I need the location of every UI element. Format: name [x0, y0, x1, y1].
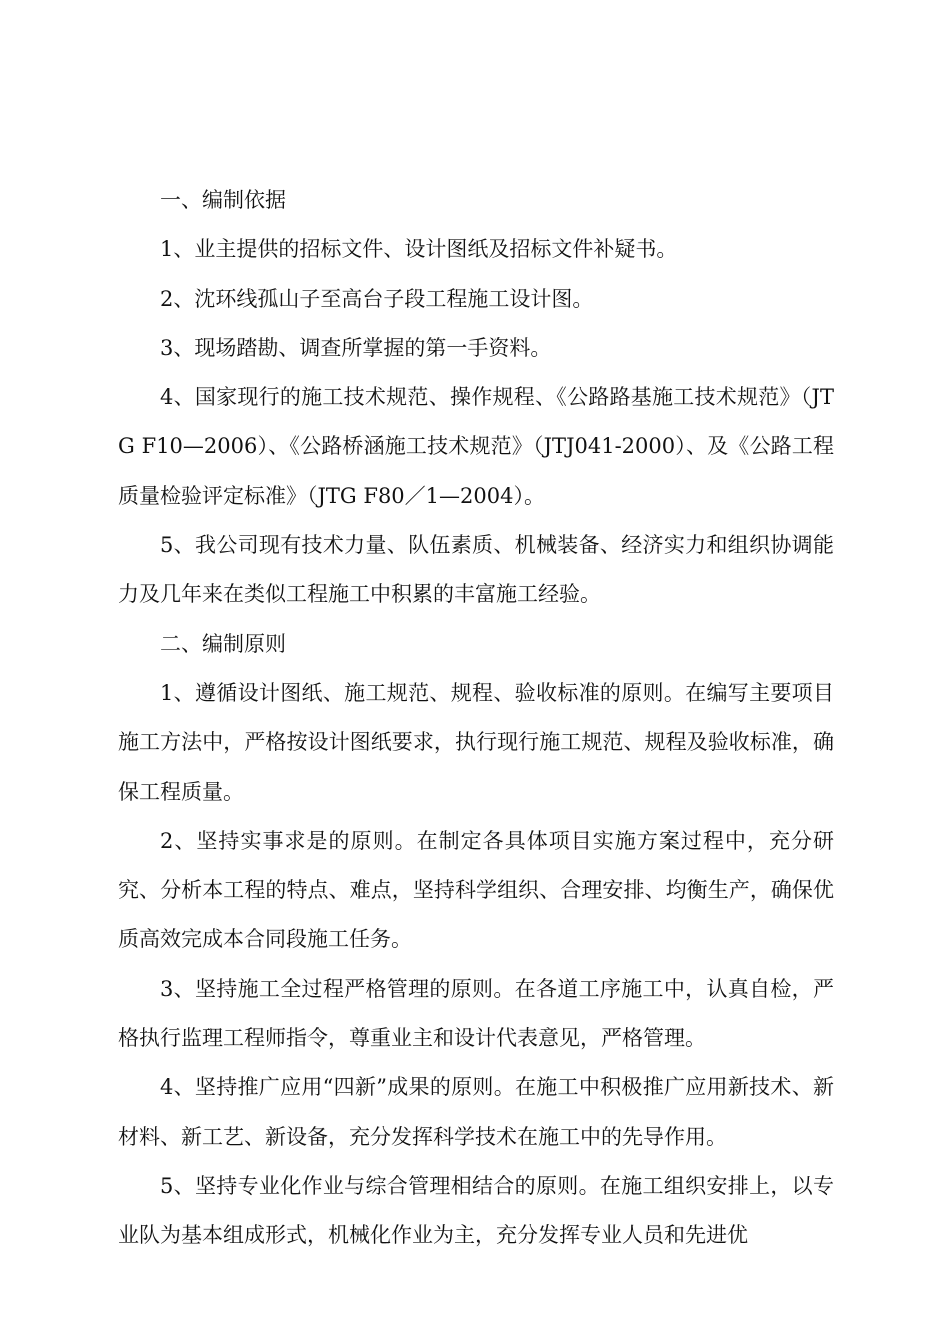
document-body: [118, 176, 834, 1261]
principle-item-5: 5、坚持专业化作业与综合管理相结合的原则。在施工组织安排上，以专业队为基本组成形式，机械化作业为主，充分发挥专业人员和先进优: [118, 1173, 834, 1248]
section-heading-principles: 二、编制原则: [160, 631, 286, 656]
basis-item-5: 5、我公司现有技术力量、队伍素质、机械装备、经济实力和组织协调能力及几年来在类似工程施工中积累的丰富施工经验。: [118, 533, 834, 607]
principle-item-4: 4、坚持推广应用“四新”成果的原则。在施工中积极推广应用新技术、新材料、新工艺、新设备，充分发挥科学技术在施工中的先导作用。: [118, 1075, 834, 1149]
basis-item-1: 1、业主提供的招标文件、设计图纸及招标文件补疑书。: [160, 237, 678, 262]
basis-item-3: 3、现场踏勘、调查所掌握的第一手资料。: [160, 335, 552, 360]
principle-item-2: 2、坚持实事求是的原则。在制定各具体项目实施方案过程中，充分研究、分析本工程的特点、难点，坚持科学组织、合理安排、均衡生产，确保优质高效完成本合同段施工任务。: [118, 828, 834, 952]
principle-item-3: 3、坚持施工全过程严格管理的原则。在各道工序施工中，认真自检，严格执行监理工程师指令，尊重业主和设计代表意见，严格管理。: [118, 976, 834, 1051]
section-heading-basis: 一、编制依据: [160, 188, 286, 212]
basis-item-4: 4、国家现行的施工技术规范、操作规程、《公路路基施工技术规范》（JTG F10—2006）、《公路桥涵施工技术规范》（JTJ041-2000）、及《公路工程质量检验评定标准》（JTG F80／1—2004）。: [118, 385, 834, 508]
basis-item-2: 2、沈环线孤山子至高台子段工程施工设计图。: [160, 286, 594, 311]
principle-item-1: 1、遵循设计图纸、施工规范、规程、验收标准的原则。在编写主要项目施工方法中，严格按设计图纸要求，执行现行施工规范、规程及验收标准，确保工程质量。: [118, 680, 834, 804]
